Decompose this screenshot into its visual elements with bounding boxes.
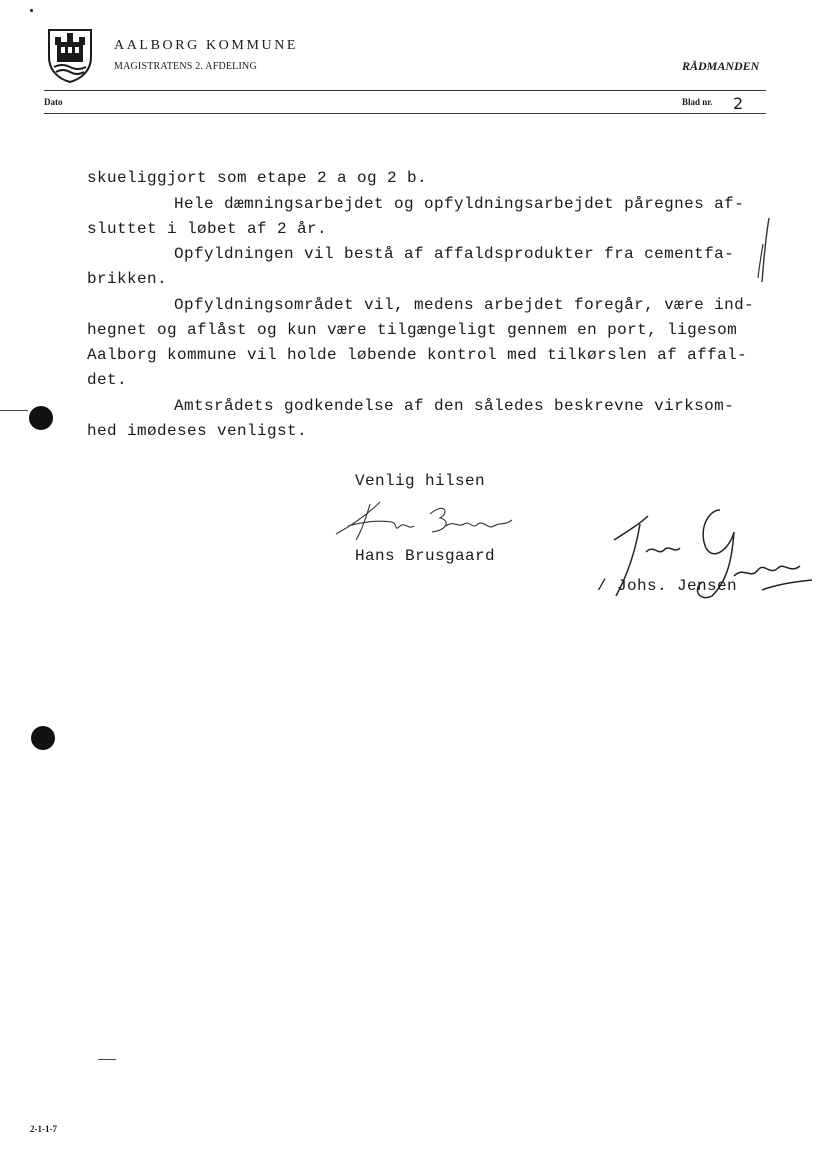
signature-hans-brusgaard	[332, 496, 517, 548]
header-rule-top	[44, 90, 766, 91]
body-line: brikken.	[87, 270, 168, 288]
body-line: Hele dæmningsarbejdet og opfyldningsarbejdet påregnes af-	[174, 195, 745, 213]
body-line: sluttet i løbet af 2 år.	[87, 220, 328, 238]
body-line: hed imødeses venligst.	[87, 422, 308, 440]
organization-name: AALBORG KOMMUNE	[114, 38, 299, 53]
punch-hole	[29, 406, 53, 430]
department-name: MAGISTRATENS 2. AFDELING	[114, 61, 257, 72]
body-line: Opfyldningsområdet vil, medens arbejdet foregår, være ind-	[174, 296, 755, 314]
office-title: RÅDMANDEN	[682, 59, 760, 73]
date-label: Dato	[44, 97, 63, 107]
body-line: skueliggjort som etape 2 a og 2 b.	[87, 169, 428, 187]
body-line: Aalborg kommune vil holde løbende kontrol med tilkørslen af affal-	[87, 346, 748, 364]
signatory-name: / Johs. Jensen	[597, 577, 738, 595]
punch-hole	[31, 726, 55, 750]
body-line: hegnet og aflåst og kun være tilgængeligt gennem en port, ligesom	[87, 321, 738, 339]
sheet-label: Blad nr.	[682, 97, 713, 107]
signatory-name: Hans Brusgaard	[355, 547, 496, 565]
form-code: 2-1-1-7	[30, 1124, 57, 1134]
margin-tick	[98, 1059, 116, 1060]
margin-tick	[0, 410, 28, 411]
greeting: Venlig hilsen	[355, 472, 486, 490]
body-line: Amtsrådets godkendelse af den således beskrevne virksom-	[174, 397, 735, 415]
coat-of-arms-icon	[46, 27, 94, 83]
sheet-number: 2	[733, 94, 744, 113]
margin-mark	[752, 216, 776, 286]
body-line: det.	[87, 371, 128, 389]
body-line: Opfyldningen vil bestå af affaldsprodukter fra cementfa-	[174, 245, 735, 263]
page-speck	[30, 9, 33, 12]
header-rule-bottom	[44, 113, 766, 114]
